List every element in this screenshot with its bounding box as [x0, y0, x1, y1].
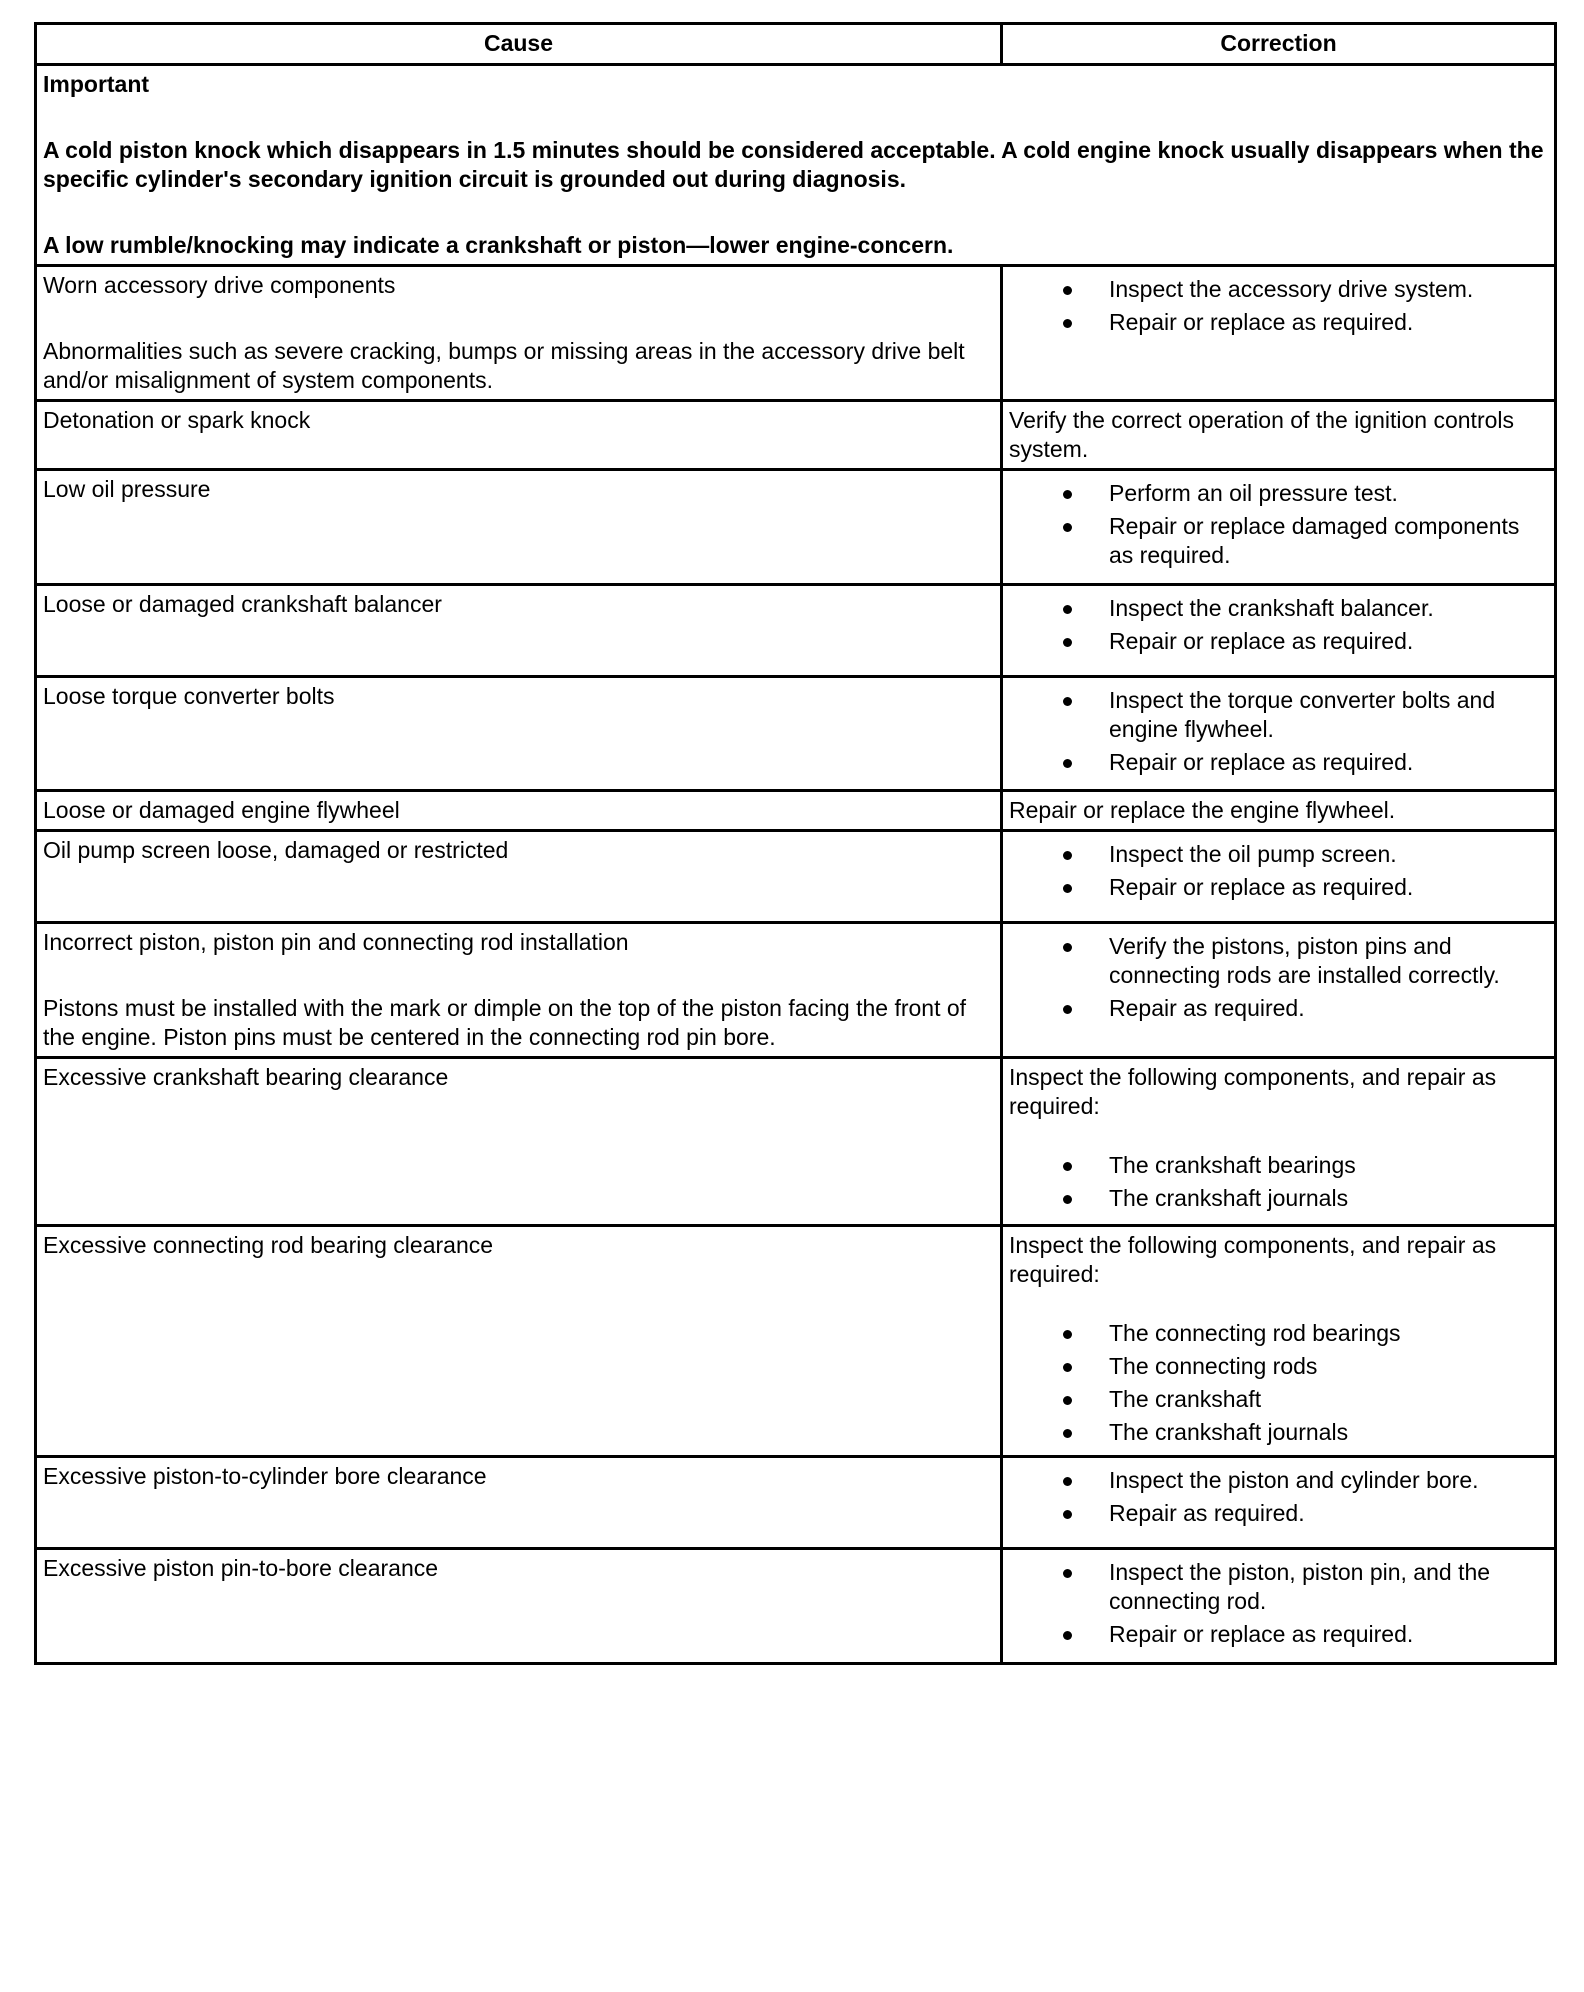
correction-cell	[1002, 831, 1556, 923]
table-row	[36, 401, 1556, 470]
header-row	[36, 24, 1556, 65]
list-item-text: Inspect the crankshaft balancer.	[1109, 595, 1434, 621]
bullet-icon	[1063, 1162, 1072, 1171]
cause-cell	[36, 1058, 1002, 1226]
list-item	[1009, 1558, 1548, 1616]
table-row	[36, 1549, 1556, 1664]
correction-text: Repair or replace the engine flywheel.	[1009, 797, 1396, 823]
correction-cell	[1002, 1457, 1556, 1549]
bullet-icon	[1063, 1510, 1072, 1519]
list-item-text: Inspect the torque converter bolts and engine flywheel.	[1109, 687, 1496, 742]
bullet-icon	[1063, 523, 1072, 532]
list-item-text: Repair or replace as required.	[1109, 628, 1414, 654]
list-item-text: The crankshaft	[1109, 1386, 1262, 1412]
list-item-text: The crankshaft journals	[1109, 1419, 1349, 1445]
list-item-text: Repair or replace damaged components as required.	[1109, 513, 1520, 568]
list-item	[1009, 994, 1548, 1023]
list-item	[1009, 627, 1548, 656]
bullet-icon	[1063, 1195, 1072, 1204]
correction-text: Verify the correct operation of the ignition controls system.	[1009, 407, 1515, 462]
cause-cell	[36, 401, 1002, 470]
cause-text: Excessive crankshaft bearing clearance	[43, 1064, 449, 1090]
list-item-text: Repair as required.	[1109, 1500, 1305, 1526]
correction-cell	[1002, 585, 1556, 677]
bullet-icon	[1063, 605, 1072, 614]
list-item-text: The crankshaft journals	[1109, 1185, 1349, 1211]
list-item-text: Inspect the oil pump screen.	[1109, 841, 1397, 867]
table-row	[36, 1457, 1556, 1549]
list-item	[1009, 275, 1548, 304]
cause-text: Worn accessory drive components	[43, 272, 396, 298]
list-item	[1009, 1620, 1548, 1649]
list-item	[1009, 932, 1548, 990]
table-body	[36, 65, 1556, 1664]
correction-intro: Inspect the following components, and repair as required:	[1009, 1064, 1497, 1119]
cause-text: Low oil pressure	[43, 476, 211, 502]
table-row	[36, 266, 1556, 401]
correction-cell	[1002, 470, 1556, 585]
table-row	[36, 677, 1556, 791]
cause-text: Excessive connecting rod bearing clearance	[43, 1232, 494, 1258]
cause-text: Incorrect piston, piston pin and connecting rod installation	[43, 929, 629, 955]
bullet-icon	[1063, 943, 1072, 952]
bullet-icon	[1063, 1429, 1072, 1438]
bullet-icon	[1063, 286, 1072, 295]
list-item	[1009, 840, 1548, 869]
correction-list	[1009, 479, 1548, 570]
cause-cell	[36, 1549, 1002, 1664]
table-row	[36, 470, 1556, 585]
list-item	[1009, 308, 1548, 337]
list-item	[1009, 479, 1548, 508]
bullet-icon	[1063, 1569, 1072, 1578]
correction-list	[1009, 840, 1548, 902]
correction-list	[1009, 1151, 1548, 1213]
cause-cell	[36, 1226, 1002, 1457]
correction-cell	[1002, 677, 1556, 791]
bullet-icon	[1063, 759, 1072, 768]
list-item	[1009, 1184, 1548, 1213]
correction-list	[1009, 275, 1548, 337]
correction-cell	[1002, 791, 1556, 831]
cause-text: Loose torque converter bolts	[43, 683, 335, 709]
list-item-text: Repair or replace as required.	[1109, 1621, 1414, 1647]
list-item-text: Repair or replace as required.	[1109, 749, 1414, 775]
list-item-text: The crankshaft bearings	[1109, 1152, 1356, 1178]
diagnostic-table	[34, 22, 1557, 1665]
correction-cell	[1002, 1058, 1556, 1226]
list-item	[1009, 512, 1548, 570]
correction-list	[1009, 594, 1548, 656]
important-row	[36, 65, 1556, 266]
correction-intro: Inspect the following components, and repair as required:	[1009, 1232, 1497, 1287]
bullet-icon	[1063, 1363, 1072, 1372]
list-item-text: Perform an oil pressure test.	[1109, 480, 1398, 506]
bullet-icon	[1063, 1396, 1072, 1405]
correction-cell	[1002, 401, 1556, 470]
table-row	[36, 923, 1556, 1058]
list-item	[1009, 686, 1548, 744]
table-row	[36, 1058, 1556, 1226]
bullet-icon	[1063, 1005, 1072, 1014]
header-correction: Correction	[1002, 24, 1556, 65]
bullet-icon	[1063, 697, 1072, 706]
bullet-icon	[1063, 851, 1072, 860]
list-item	[1009, 1499, 1548, 1528]
list-item	[1009, 1319, 1548, 1348]
header-cause: Cause	[36, 24, 1002, 65]
table-row	[36, 1226, 1556, 1457]
table-row	[36, 585, 1556, 677]
cause-cell	[36, 791, 1002, 831]
list-item-text: Repair or replace as required.	[1109, 309, 1414, 335]
list-item-text: Verify the pistons, piston pins and connecting rods are installed correctly.	[1109, 933, 1500, 988]
correction-list	[1009, 1558, 1548, 1649]
list-item	[1009, 1352, 1548, 1381]
bullet-icon	[1063, 490, 1072, 499]
cause-cell	[36, 585, 1002, 677]
bullet-icon	[1063, 1477, 1072, 1486]
table-row	[36, 791, 1556, 831]
list-item	[1009, 1385, 1548, 1414]
list-item	[1009, 1418, 1548, 1447]
cause-detail: Abnormalities such as severe cracking, bumps or missing areas in the accessory drive belt and/or misalignment of system components.	[43, 338, 965, 393]
bullet-icon	[1063, 1330, 1072, 1339]
list-item-text: Inspect the piston and cylinder bore.	[1109, 1467, 1479, 1493]
correction-cell	[1002, 266, 1556, 401]
cause-text: Loose or damaged engine flywheel	[43, 797, 400, 823]
list-item	[1009, 594, 1548, 623]
cause-cell	[36, 266, 1002, 401]
cause-cell	[36, 470, 1002, 585]
correction-cell	[1002, 1226, 1556, 1457]
important-paragraph-1: A cold piston knock which disappears in 1.5 minutes should be considered acceptable. A cold engine knock usually disappears when the specific cylinder's secondary ignition circuit is grounded out during diagnosis.	[43, 137, 1544, 192]
bullet-icon	[1063, 1631, 1072, 1640]
correction-list	[1009, 1319, 1548, 1447]
list-item-text: Inspect the piston, piston pin, and the connecting rod.	[1109, 1559, 1491, 1614]
cause-cell	[36, 1457, 1002, 1549]
list-item-text: The connecting rod bearings	[1109, 1320, 1401, 1346]
cause-cell	[36, 923, 1002, 1058]
cause-cell	[36, 677, 1002, 791]
correction-list	[1009, 686, 1548, 777]
list-item-text: Repair or replace as required.	[1109, 874, 1414, 900]
list-item	[1009, 873, 1548, 902]
correction-list	[1009, 1466, 1548, 1528]
bullet-icon	[1063, 638, 1072, 647]
important-paragraph-2: A low rumble/knocking may indicate a crankshaft or piston—lower engine-concern.	[43, 232, 954, 258]
correction-list	[1009, 932, 1548, 1023]
list-item	[1009, 1466, 1548, 1495]
important-label: Important	[43, 71, 150, 97]
cause-detail: Pistons must be installed with the mark or dimple on the top of the piston facing the front of the engine. Piston pins must be centered in the connecting rod pin bore.	[43, 995, 967, 1050]
bullet-icon	[1063, 319, 1072, 328]
important-note	[36, 65, 1556, 266]
table-row	[36, 831, 1556, 923]
cause-text: Detonation or spark knock	[43, 407, 311, 433]
list-item-text: The connecting rods	[1109, 1353, 1318, 1379]
cause-cell	[36, 831, 1002, 923]
cause-text: Loose or damaged crankshaft balancer	[43, 591, 442, 617]
bullet-icon	[1063, 884, 1072, 893]
list-item-text: Repair as required.	[1109, 995, 1305, 1021]
list-item	[1009, 1151, 1548, 1180]
correction-cell	[1002, 923, 1556, 1058]
cause-text: Excessive piston pin-to-bore clearance	[43, 1555, 439, 1581]
correction-cell	[1002, 1549, 1556, 1664]
list-item	[1009, 748, 1548, 777]
cause-text: Oil pump screen loose, damaged or restricted	[43, 837, 509, 863]
cause-text: Excessive piston-to-cylinder bore clearance	[43, 1463, 487, 1489]
list-item-text: Inspect the accessory drive system.	[1109, 276, 1474, 302]
